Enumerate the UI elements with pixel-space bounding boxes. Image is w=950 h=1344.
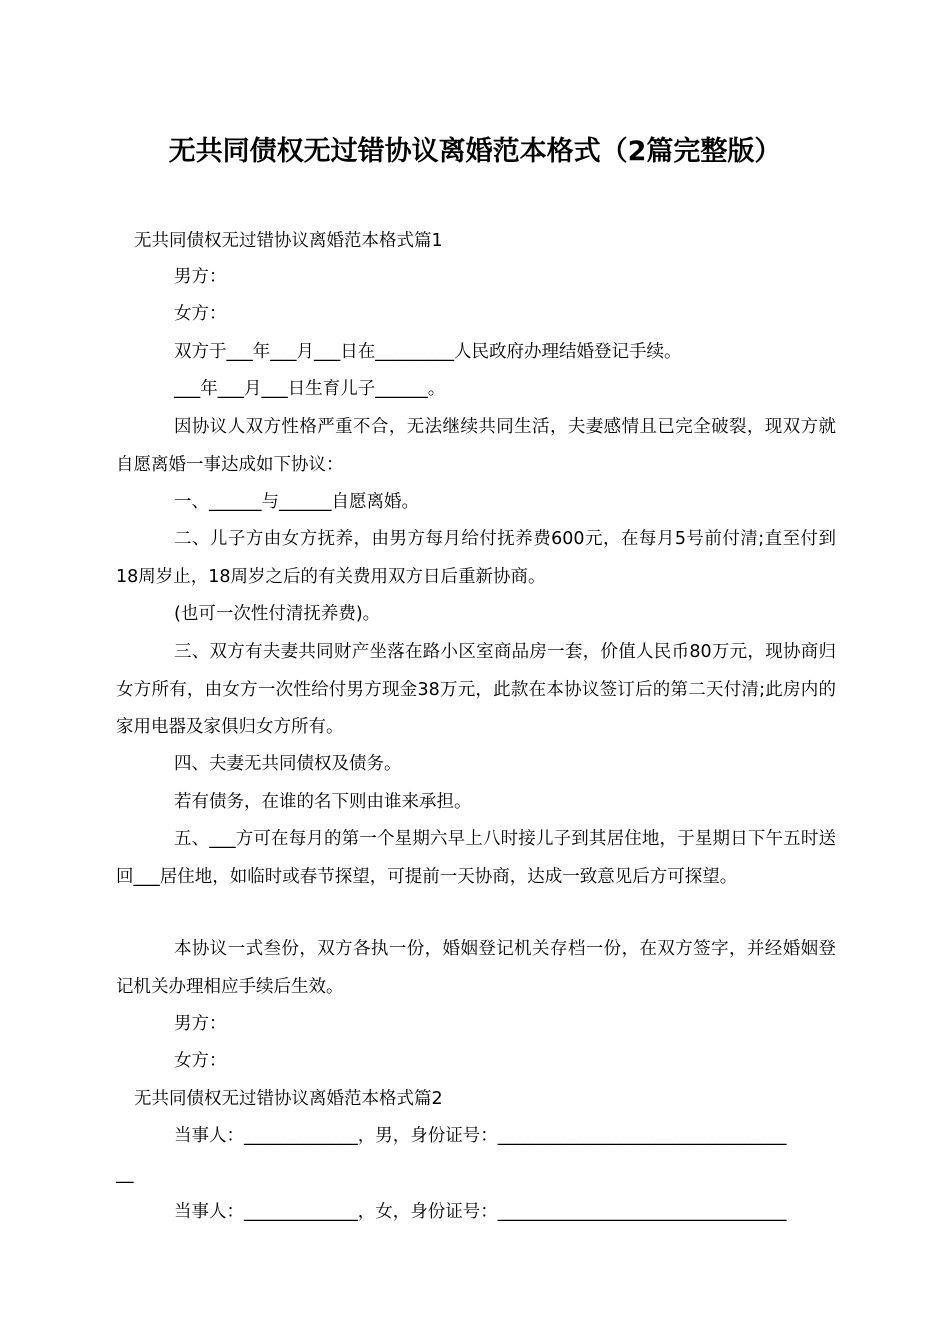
clause-2-paragraph: 二、儿子方由女方抚养，由男方每月给付抚养费600元，在每月5号前付清;直至付到18周岁止，18周岁之后的有关费用双方日后重新协商。 <box>116 529 836 587</box>
clause-5-paragraph: 五、___方可在每月的第一个星期六早上八时接儿子到其居住地，于星期日下午五时送回___居住地，如临时或春节探望，可提前一天协商，达成一致意见后方可探望。 <box>116 829 836 887</box>
birth-line: ___年___月___日生育儿子______。 <box>174 379 446 399</box>
clause-1: 一、______与______自愿离婚。 <box>174 492 419 512</box>
party-1-line: 当事人：_____________，男，身份证号：_________________________________ <box>174 1126 787 1146</box>
signature-male-label: 男方： <box>174 1014 227 1034</box>
signature-female-label: 女方： <box>174 1051 227 1071</box>
male-party-label: 男方： <box>174 267 227 287</box>
document-title: 无共同债权无过错协议离婚范本格式（2篇完整版） <box>168 136 782 167</box>
female-party-label: 女方： <box>174 304 227 324</box>
clause-4-note: 若有债务，在谁的名下则由谁来承担。 <box>174 792 472 812</box>
clause-4: 四、夫妻无共同债权及债务。 <box>174 754 402 774</box>
marriage-registration-line: 双方于___年___月___日在_________人民政府办理结婚登记手续。 <box>174 342 682 362</box>
clause-3-paragraph: 三、双方有夫妻共同财产坐落在路小区室商品房一套，价值人民币80万元，现协商归女方所有，由女方一次性给付男方现金38万元，此款在本协议签订后的第二天付清;此房内的家用电器及家俱归女方所有。 <box>116 642 836 737</box>
clause-2-note: (也可一次性付清抚养费)。 <box>174 604 381 624</box>
closing-paragraph: 本协议一式叁份，双方各执一份，婚姻登记机关存档一份，在双方签字，并经婚姻登记机关办理相应手续后生效。 <box>116 939 836 997</box>
party-1-line-continuation: __ <box>116 1164 134 1184</box>
party-2-line: 当事人：_____________，女，身份证号：_________________________________ <box>174 1202 787 1222</box>
agreement-intro-paragraph: 因协议人双方性格严重不合，无法继续共同生活，夫妻感情且已完全破裂，现双方就自愿离婚一事达成如下协议： <box>116 417 836 475</box>
section-heading-1: 无共同债权无过错协议离婚范本格式篇1 <box>134 231 443 251</box>
section-heading-2: 无共同债权无过错协议离婚范本格式篇2 <box>134 1089 443 1109</box>
